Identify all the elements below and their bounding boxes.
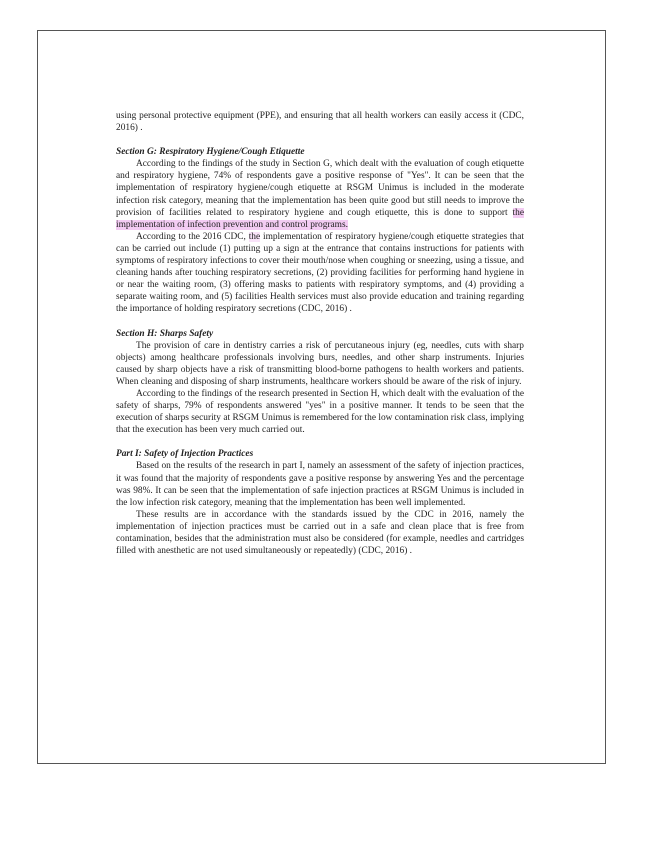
section-g-p2-text-start: According to the 2016 CDC, [136, 231, 249, 242]
highlighted-word: the [248, 231, 261, 242]
spacer [116, 316, 524, 328]
spacer [116, 436, 524, 448]
highlighted-text: the implementation of infection prevention and control programs. [116, 207, 524, 230]
spacer [116, 134, 524, 146]
section-g-p2-text-end: implementation of respiratory hygiene/cough etiquette strategies that can be carried out include (1) putting up a sign at the entrance that contains instructions for patients with symptoms of respiratory infections to cover their mouth/nose when coughing or sneezing, using a tissue, and cleaning hands after touching respiratory secretions, (2) providing facilities for performing hand hygiene in or near the waiting room, (3) offering masks to patients with respiratory symptoms, and (4) providing a separate waiting room, and (5) facilities Health services must also provide education and training regarding the importance of holding respiratory secretions (CDC, 2016) . [116, 231, 524, 315]
document-body [116, 110, 524, 557]
part-i-paragraph-1: Based on the results of the research in part I, namely an assessment of the safety of injection practices, it was found that the majority of respondents gave a positive response by answering Yes and the percentage was 98%. It can be seen that the implementation of safe injection practices at RSGM Unimus is included in the low infection risk category, meaning that the implementation has been well implemented. [116, 461, 524, 508]
section-h-paragraph-1: The provision of care in dentistry carries a risk of percutaneous injury (eg, needles, cuts with sharp objects) among healthcare professionals involving burs, needles, and other sharp instruments. Injuries caused by sharp objects have a risk of transmitting blood-borne pathogens to health workers and patients. When cleaning and disposing of sharp instruments, healthcare workers should be aware of the risk of injury. [116, 340, 524, 387]
section-h-paragraph-2: According to the findings of the research presented in Section H, which dealt with the evaluation of the safety of sharps, 79% of respondents answered "yes" in a positive manner. It tends to be seen that the execution of sharps security at RSGM Unimus is remembered for the low contamination risk class, implying that the execution has been very much carried out. [116, 388, 524, 436]
intro-paragraph: using personal protective equipment (PPE), and ensuring that all health workers can easily access it (CDC, 2016) . [116, 111, 524, 134]
section-g-paragraph-2 [116, 231, 524, 316]
section-g-heading: Section G: Respiratory Hygiene/Cough Etiquette [116, 147, 305, 158]
part-i-paragraph-2: These results are in accordance with the standards issued by the CDC in 2016, namely the implementation of injection practices must be carried out in a safe and clean place that is free from contamination, besides that the administration must also be considered (for example, needles and cartridges filled with anesthetic are not used simultaneously or repeatedly) (CDC, 2016) . [116, 509, 524, 557]
part-i-heading: Part I: Safety of Injection Practices [116, 449, 254, 460]
section-g-paragraph-1 [116, 158, 524, 231]
section-h-heading: Section H: Sharps Safety [116, 328, 214, 339]
section-g-p1-text: According to the findings of the study in Section G, which dealt with the evaluation of cough etiquette and respiratory hygiene, 74% of respondents gave a positive response of "Yes". It can be seen that the implementation of respiratory hygiene/cough etiquette at RSGM Unimus is included in the moderate infection risk category, meaning that the implementation has been quite good but still needs to improve the provision of facilities related to respiratory hygiene and cough etiquette, this is done to support [116, 159, 524, 218]
